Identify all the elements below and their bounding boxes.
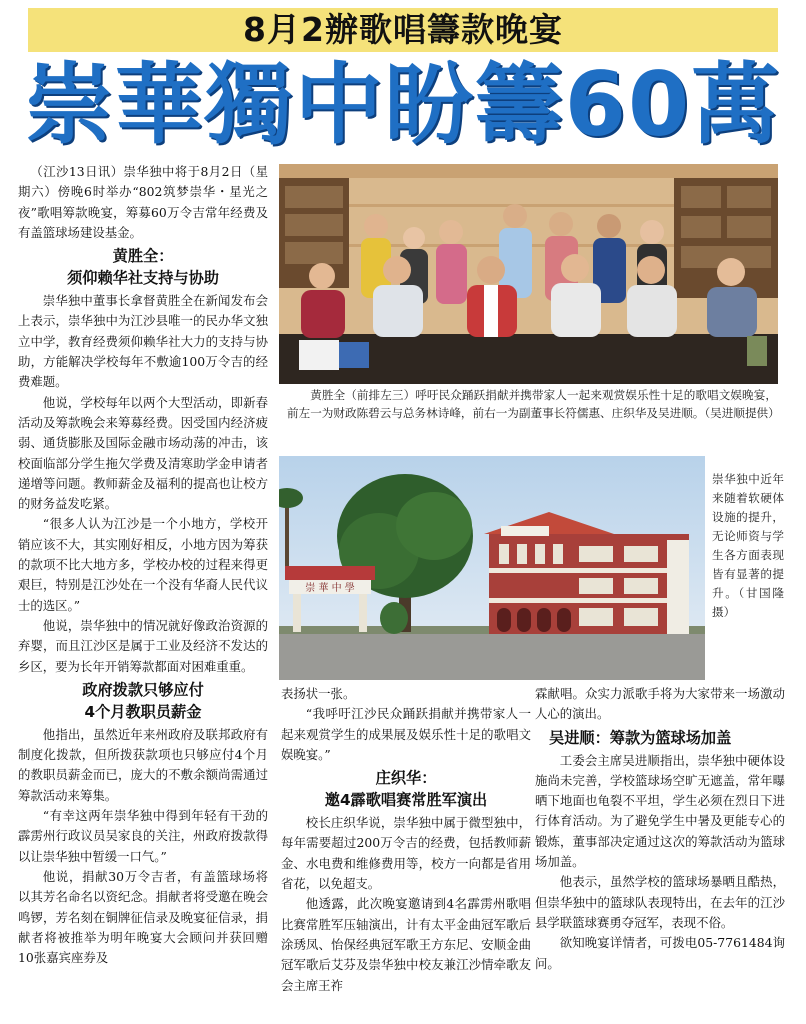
subhead-huang: 黄胜全： 须仰赖华社支持与协助 [67, 247, 219, 288]
paragraph: 工委会主席吴进顺指出，崇华独中硬体设施尚未完善，学校篮球场空旷无遮盖，常年曝晒下地面也龟裂不平坦，学生必须在烈日下进行体育活动。为了避免学生中暑及更能专心的锻炼，董事部决定通过这次的筹款活动为篮球场加盖。 [535, 752, 785, 870]
paragraph: 他指出，虽然近年来州政府及联邦政府有制度化拨款，但所拨获款项也只够应付4个月的教职员薪金而已，庞大的不敷余额尚需通过筹款活动来筹集。 [18, 726, 268, 803]
group-photo-illustration [279, 164, 778, 384]
paragraph: 他说，捐献30万令吉者，有盖篮球场将以其芳名命名以资纪念。捐献者将受邀在晚会鸣锣，芳名刻在铜牌征信录及晚宴征信录，捐献者将被推举为明年晚宴大会顾问并获回赠10张嘉宾座券及 [18, 868, 268, 966]
paragraph: 欲知晚宴详情者，可拨电05-7761484询问。 [535, 935, 785, 971]
main-headline: 崇華獨中盼籌60萬 [24, 53, 782, 156]
photo-caption-group: 黄胜全（前排左三）呼吁民众踊跃捐献并携带家人一起来观赏娱乐性十足的歌唱文娱晚宴，前左一为财政陈碧云与总务林诗峰，前右一为副董事长符儒惠、庄织华及吴进顺。（吴进顺提供） [287, 388, 780, 420]
paragraph: 他说，崇华独中的情况就好像政治资源的弃婴，而且江沙区是属于工业及经济不发达的乡区，要为长年开销筹款都面对困难重重。 [18, 617, 268, 674]
group-photo [279, 164, 778, 384]
kicker-headline: 8月2辦歌唱籌款晚宴 [28, 8, 778, 52]
paragraph: 霖献唱。众实力派歌手将为大家带来一场激动人心的演出。 [535, 686, 785, 722]
subhead-government-funding: 政府拨款只够应付 4个月教职员薪金 [82, 680, 204, 721]
subhead-wu: 吴进顺：筹款为篮球场加盖 [549, 728, 732, 747]
paragraph: 崇华独中董事长拿督黄胜全在新闻发布会上表示，崇华独中为江沙县唯一的民办华文独立中学，教育经费须仰赖华社大力的支持与协助，方能解决学校每年不敷逾100万令吉的经费难题。 [18, 293, 268, 390]
article-column-1 [18, 162, 268, 968]
photo-caption-school: 崇华独中近年来随着软硬体设施的提升，无论师资与学生各方面表现皆有显著的提升。（甘国隆摄） [712, 472, 784, 619]
paragraph: 校长庄织华说，崇华独中属于微型独中，每年需要超过200万令吉的经费，包括教师薪金、水电费和维修费用等，校方一向都是省用省花，以免超支。 [281, 815, 531, 892]
subhead-zhuang: 庄织华： 邀4霹歌唱赛常胜军演出 [324, 769, 488, 810]
gate-sign: 崇 華 中 學 [305, 583, 355, 594]
paragraph: “有幸这两年崇华独中得到年轻有干劲的霹雳州行政议员吴家良的关注，州政府拨款得以让崇华独中暂缓一口气。” [18, 808, 268, 864]
school-photo-illustration [279, 456, 705, 680]
paragraph: 他表示，虽然学校的篮球场暴晒且酷热，但崇华独中的篮球队表现特出，在去年的江沙县学联篮球赛勇夺冠军，表现不俗。 [535, 874, 785, 930]
lead-paragraph: （江沙13日讯）崇华独中将于8月2日（星期六）傍晚6时举办“802筑梦崇华・星光之夜”歌唱筹款晚宴，筹募60万令吉常年经费及有盖篮球场建设基金。 [18, 164, 268, 240]
paragraph: 他透露，此次晚宴邀请到4名霹雳州歌唱比赛常胜军压轴演出，计有太平金曲冠军歌后涂琇凤、怡保经典冠军歌王方东尼、安顺金曲冠军歌后艾芬及崇华独中校友兼江沙情牵歌友会主席王祚 [281, 896, 531, 993]
paragraph: “很多人认为江沙是一个小地方，学校开销应该不大，其实刚好相反，小地方因为筹获的款项不比大地方多，学校办校的过程来得更艰巨，特别是江沙处在一个没有华裔人民代议士的选区。” [18, 516, 268, 613]
paragraph: “我呼吁江沙民众踊跃捐献并携带家人一起来观赏学生的成果展及娱乐性十足的歌唱文娱晚宴。” [281, 706, 531, 762]
paragraph: 他说，学校每年以两个大型活动，即新春活动及筹款晚会来筹募经费。因受国内经济疲弱、通货膨胀及国际金融市场动荡的冲击，该校面临部分学生拖欠学费及清寒助学金申请者递增等问题。教师薪金及福利的提高也让校方的财务益发吃紧。 [18, 394, 268, 512]
school-photo [279, 456, 705, 680]
article-column-2 [281, 684, 531, 996]
article-column-3 [535, 684, 785, 974]
paragraph: 表扬状一张。 [281, 686, 356, 701]
